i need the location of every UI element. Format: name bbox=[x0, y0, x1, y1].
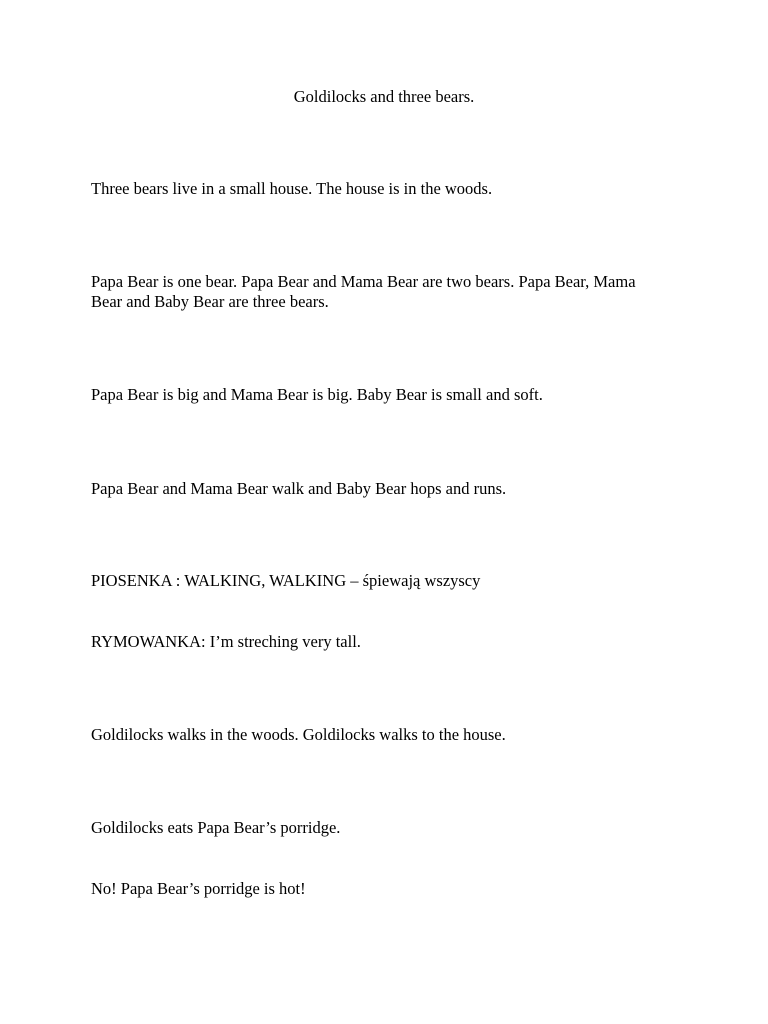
document-title: Goldilocks and three bears. bbox=[293, 87, 475, 106]
paragraph-counting-bears: Papa Bear is one bear. Papa Bear and Mama Bear are two bears. Papa Bear, Mama Bear and Baby Bear are three bears. bbox=[91, 272, 636, 311]
paragraph-goldilocks-walks: Goldilocks walks in the woods. Goldilocks walks to the house. bbox=[91, 725, 506, 744]
paragraph-bear-sizes: Papa Bear is big and Mama Bear is big. Baby Bear is small and soft. bbox=[91, 385, 543, 404]
paragraph-rhyme: RYMOWANKA: I’m streching very tall. bbox=[91, 632, 361, 651]
paragraph-bears-house: Three bears live in a small house. The house is in the woods. bbox=[91, 179, 493, 198]
paragraph-bears-walk: Papa Bear and Mama Bear walk and Baby Bear hops and runs. bbox=[91, 479, 507, 498]
paragraph-porridge-hot: No! Papa Bear’s porridge is hot! bbox=[91, 879, 306, 898]
paragraph-goldilocks-eats: Goldilocks eats Papa Bear’s porridge. bbox=[91, 818, 341, 837]
paragraph-song: PIOSENKA : WALKING, WALKING – śpiewają wszyscy bbox=[91, 571, 481, 590]
